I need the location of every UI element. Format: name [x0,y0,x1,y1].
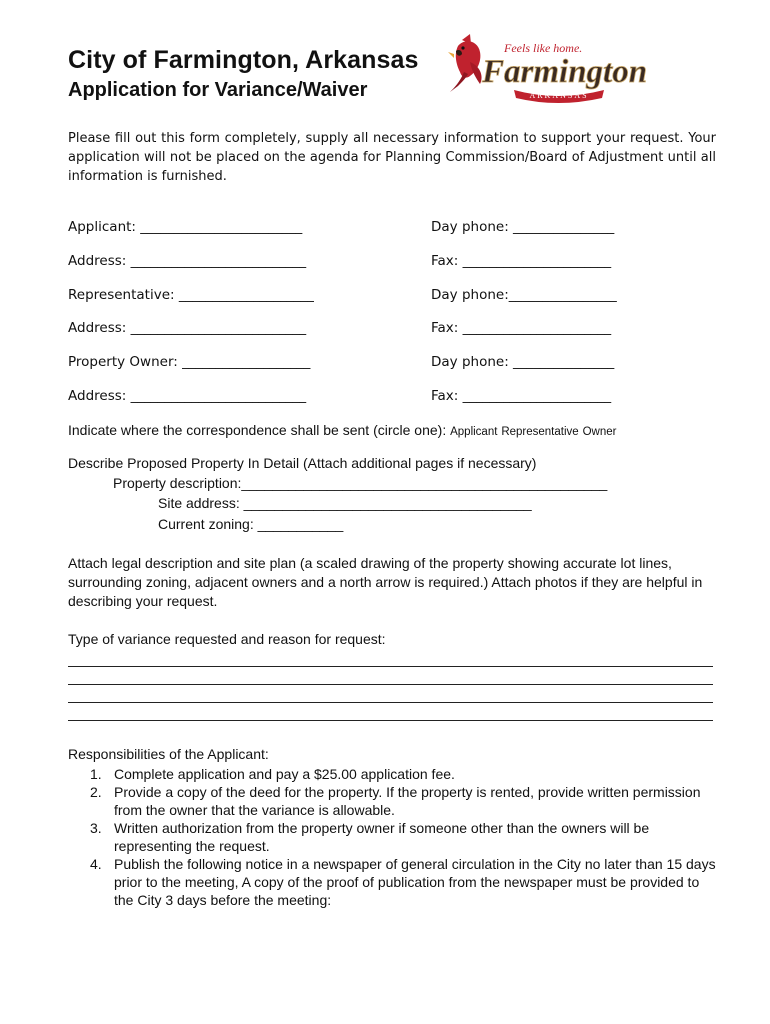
cardinal-icon [448,34,482,92]
correspondence-option-owner[interactable]: Owner [582,426,617,438]
list-item [68,855,718,909]
representative-day-phone-field[interactable]: Day phone:________________ [431,287,617,303]
correspondence-row [68,422,616,438]
variance-line-1[interactable] [68,666,713,667]
list-item-text: Complete application and pay a $25.00 application fee. [114,766,455,782]
list-item-text: Provide a copy of the deed for the property. If the property is rented, provide written permission from the owner that the variance is allowable. [114,784,701,818]
applicant-day-phone-field[interactable]: Day phone: _______________ [431,219,615,235]
property-heading: Describe Proposed Property In Detail (Attach additional pages if necessary) [68,455,537,471]
logo-state: ARKANSAS [529,91,589,100]
property-owner-field[interactable]: Property Owner: ___________________ [68,354,311,370]
list-item [68,819,718,855]
logo-name: Farmington [482,54,648,90]
list-item-text: Written authorization from the property owner if someone other than the owners will be representing the request. [114,820,650,854]
correspondence-label: Indicate where the correspondence shall be sent (circle one): [68,422,447,438]
owner-address-field[interactable]: Address: __________________________ [68,388,307,404]
list-item-number: 4. [90,856,102,872]
list-item-number: 2. [90,784,102,800]
page-subtitle: Application for Variance/Waiver [68,79,368,101]
logo-tagline: Feels like home. [504,41,583,55]
variance-line-4[interactable] [68,720,713,721]
correspondence-option-applicant[interactable]: Applicant [450,426,498,438]
variance-line-3[interactable] [68,702,713,703]
responsibilities-list [68,765,718,909]
variance-line-2[interactable] [68,684,713,685]
cardinal-logo-graphic [440,32,660,108]
page-title: City of Farmington, Arkansas [68,46,419,74]
representative-fax-field[interactable]: Fax: ______________________ [431,320,612,336]
owner-fax-field[interactable]: Fax: ______________________ [431,388,612,404]
farmington-logo [440,32,660,108]
property-description-field[interactable]: Property description:_______________________________________________ [113,475,608,491]
list-item-number: 3. [90,820,102,836]
list-item-text: Publish the following notice in a newspaper of general circulation in the City no later than 15 days prior to the meeting, A copy of the proof of publication from the newspaper must be provided to the City 3 days before the meeting: [114,856,716,908]
variance-label: Type of variance requested and reason for request: [68,631,386,647]
list-item [68,765,718,783]
representative-field[interactable]: Representative: ____________________ [68,287,314,303]
correspondence-option-representative[interactable]: Representative [501,426,579,438]
site-address-field[interactable]: Site address: _____________________________________ [158,495,532,511]
intro-paragraph: Please fill out this form completely, supply all necessary information to support your request. Your application will not be placed on the agenda for Planning Commission/Board of Adjustment until all information is furnished. [68,131,716,184]
owner-day-phone-field[interactable]: Day phone: _______________ [431,354,615,370]
attach-note: Attach legal description and site plan (a scaled drawing of the property showing accurate lot lines, surrounding zoning, adjacent owners and a north arrow is required.) Attach photos if they are helpful in describing your request. [68,555,703,609]
applicant-field[interactable]: Applicant: ________________________ [68,219,303,235]
current-zoning-field[interactable]: Current zoning: ___________ [158,516,344,532]
list-item-number: 1. [90,766,102,782]
applicant-fax-field[interactable]: Fax: ______________________ [431,253,612,269]
applicant-address-field[interactable]: Address: __________________________ [68,253,307,269]
list-item [68,783,718,819]
responsibilities-heading: Responsibilities of the Applicant: [68,746,269,762]
representative-address-field[interactable]: Address: __________________________ [68,320,307,336]
